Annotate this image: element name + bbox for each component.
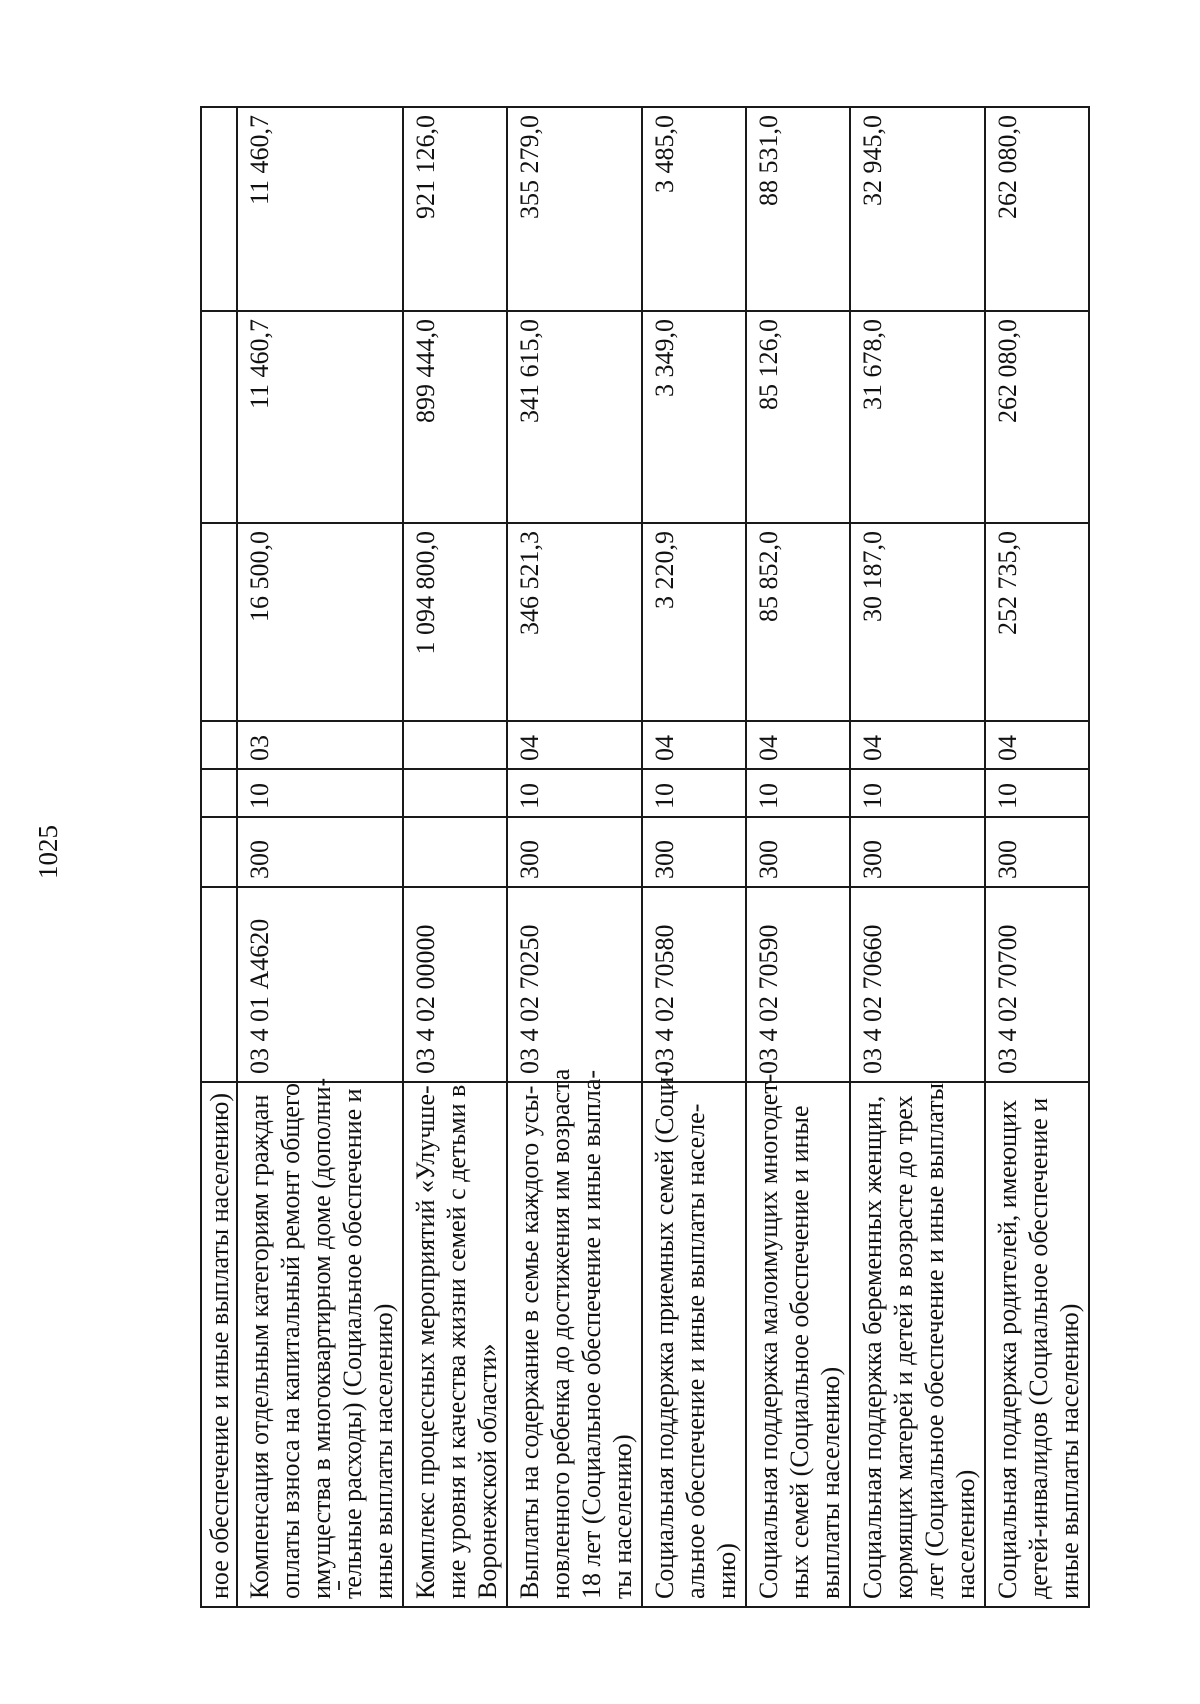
- name-line: Социальная поддержка малоимущих многодет-: [754, 1073, 783, 1599]
- cell-expense-group: 300: [985, 817, 1089, 887]
- cell-amount-year1: 1 094 800,0: [403, 523, 507, 721]
- name-line: детей-инвалидов (Социальное обеспечение и: [1024, 1097, 1053, 1599]
- cell-section: 10: [237, 769, 403, 817]
- name-line: имущества в многоквартирном доме (дополни-: [307, 1077, 336, 1599]
- cell-amount-year2: 3 349,0: [642, 311, 746, 523]
- cell-expense-group: [201, 817, 237, 887]
- cell-amount-year2: 11 460,7: [237, 311, 403, 523]
- cell-target-code: 03 4 02 70590: [746, 887, 850, 1082]
- cell-amount-year1: 85 852,0: [746, 523, 850, 721]
- page-number: 1025: [33, 825, 63, 879]
- cell-amount-year3: 3 485,0: [642, 107, 746, 311]
- cell-amount-year2: 85 126,0: [746, 311, 850, 523]
- cell-section: 10: [642, 769, 746, 817]
- name-line: ты населению): [608, 1434, 637, 1599]
- cell-subsection: 04: [642, 721, 746, 769]
- cell-subsection: 04: [507, 721, 642, 769]
- cell-subsection: 04: [985, 721, 1089, 769]
- table-landscape-frame: [200, 108, 1100, 1608]
- name-line: иные выплаты населению): [369, 1303, 398, 1599]
- budget-table: [200, 106, 1090, 1608]
- name-line: населению): [951, 1469, 980, 1599]
- name-line: Социальная поддержка приемных семей (Соци-: [650, 1067, 679, 1599]
- name-line: тельные расходы) (Социальное обеспечение и: [338, 1088, 367, 1599]
- name-line: 18 лет (Социальное обеспечение и иные выпла-: [577, 1069, 606, 1599]
- cell-name: [850, 1082, 985, 1607]
- table-row: [642, 107, 746, 1607]
- cell-section: 10: [507, 769, 642, 817]
- cell-subsection: [201, 721, 237, 769]
- name-line: Выплаты на содержание в семье каждого усы-: [515, 1085, 544, 1599]
- cell-expense-group: 300: [507, 817, 642, 887]
- cell-section: [201, 769, 237, 817]
- cell-target-code: 03 4 02 70660: [850, 887, 985, 1082]
- cell-amount-year1: 30 187,0: [850, 523, 985, 721]
- cell-section: 10: [850, 769, 985, 817]
- name-line: альное обеспечение и иные выплаты населе-: [681, 1103, 710, 1599]
- cell-amount-year1: 16 500,0: [237, 523, 403, 721]
- cell-subsection: 04: [746, 721, 850, 769]
- cell-amount-year2: 31 678,0: [850, 311, 985, 523]
- cell-target-code: 03 4 01 А4620: [237, 887, 403, 1082]
- cell-name: [237, 1077, 403, 1607]
- table-row: [403, 107, 507, 1607]
- cell-target-code: 03 4 02 70580: [642, 887, 746, 1082]
- cell-amount-year2: 262 080,0: [985, 311, 1089, 523]
- cell-amount-year1: 252 735,0: [985, 523, 1089, 721]
- name-line: Воронежской области»: [473, 1343, 502, 1599]
- cell-subsection: 04: [850, 721, 985, 769]
- table-row: [985, 107, 1089, 1607]
- name-line: Компенсация отдельным категориям граждан: [245, 1094, 274, 1599]
- cell-name: [403, 1082, 507, 1607]
- cell-amount-year2: [201, 311, 237, 523]
- cell-amount-year2: 341 615,0: [507, 311, 642, 523]
- cell-target-code: [201, 887, 237, 1082]
- name-line: новленного ребенка до достижения им возраста: [546, 1068, 575, 1599]
- cell-amount-year3: 11 460,7: [237, 107, 403, 311]
- cell-amount-year1: 346 521,3: [507, 523, 642, 721]
- cell-amount-year1: [201, 523, 237, 721]
- cell-target-code: 03 4 02 70700: [985, 887, 1089, 1082]
- name-line: Социальная поддержка беременных женщин,: [858, 1095, 887, 1599]
- name-line: лет (Социальное обеспечение и иные выплаты: [920, 1082, 949, 1599]
- name-line: выплаты населению): [816, 1366, 845, 1599]
- table-row: [201, 107, 237, 1607]
- table-rotated-wrapper: [200, 108, 1100, 1608]
- cell-amount-year3: 88 531,0: [746, 107, 850, 311]
- cell-section: 10: [746, 769, 850, 817]
- cell-amount-year3: 921 126,0: [403, 107, 507, 311]
- cell-amount-year3: 32 945,0: [850, 107, 985, 311]
- table-body: [201, 107, 1089, 1607]
- cell-expense-group: 300: [237, 817, 403, 887]
- cell-expense-group: 300: [850, 817, 985, 887]
- cell-expense-group: [403, 817, 507, 887]
- table-row: [850, 107, 985, 1607]
- name-line: оплаты взноса на капитальный ремонт общего: [276, 1083, 305, 1599]
- table-row: [237, 107, 403, 1607]
- cell-target-code: 03 4 02 00000: [403, 887, 507, 1082]
- cell-amount-year3: [201, 107, 237, 311]
- name-line: кормящих матерей и детей в возрасте до трех: [889, 1095, 918, 1599]
- name-line: ние уровня и качества жизни семей с детьми в: [442, 1084, 471, 1599]
- cell-section: [403, 769, 507, 817]
- cell-name: [985, 1082, 1089, 1607]
- cell-name: [201, 1082, 237, 1607]
- cell-name: [642, 1067, 746, 1607]
- cell-subsection: 03: [237, 721, 403, 769]
- name-line: ных семей (Социальное обеспечение и иные: [785, 1105, 814, 1599]
- cell-expense-group: 300: [746, 817, 850, 887]
- table-row: [507, 107, 642, 1607]
- cell-amount-year2: 899 444,0: [403, 311, 507, 523]
- cell-amount-year1: 3 220,9: [642, 523, 746, 721]
- cell-name: [507, 1068, 642, 1607]
- cell-amount-year3: 262 080,0: [985, 107, 1089, 311]
- table-row: [746, 107, 850, 1607]
- cell-name: [746, 1073, 850, 1607]
- cell-section: 10: [985, 769, 1089, 817]
- name-line: иные выплаты населению): [1055, 1303, 1084, 1599]
- name-line: Комплекс процессных мероприятий «Улучше-: [411, 1085, 440, 1599]
- cell-expense-group: 300: [642, 817, 746, 887]
- cell-subsection: [403, 721, 507, 769]
- cell-amount-year3: 355 279,0: [507, 107, 642, 311]
- name-line: ное обеспечение и иные выплаты населению): [205, 1092, 234, 1599]
- cell-target-code: 03 4 02 70250: [507, 887, 642, 1082]
- name-line: Социальная поддержка родителей, имеющих: [993, 1099, 1022, 1599]
- name-line: нию): [712, 1543, 741, 1599]
